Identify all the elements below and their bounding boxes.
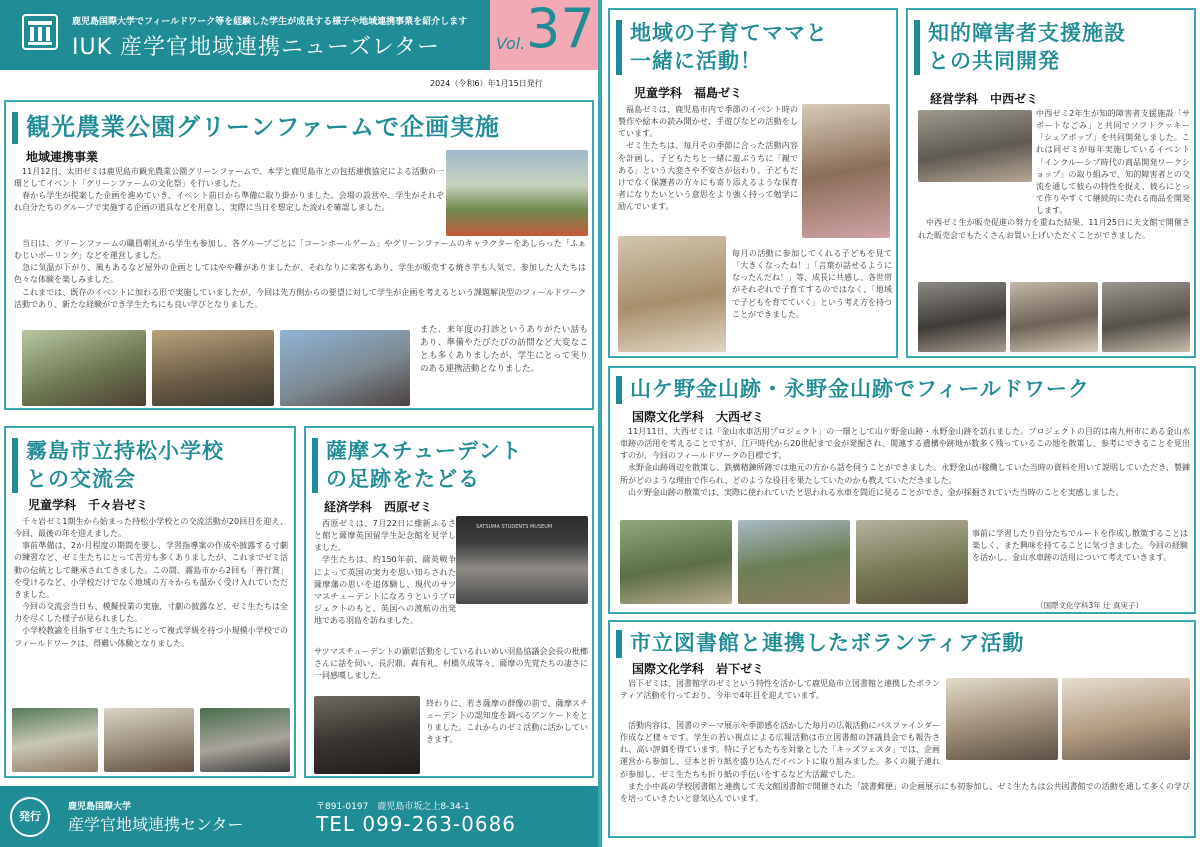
article-dept: 児童学科 千々岩ゼミ — [28, 498, 149, 512]
article-body-end: 終わりに、若き薩摩の群像の前で、薩摩スチューデントの認知度を調べるアンケートをとりました。これからのゼミ活動に活かしていきます。 — [426, 699, 588, 745]
photo-farm-2 — [152, 330, 274, 406]
paragraph: 今回の交流会当日も、模擬授業の実施、寸劇の披露など、ゼミ生たちは全力を尽くした様子が見られました。 — [14, 602, 288, 624]
photo-school-2 — [104, 708, 194, 772]
article-title — [616, 20, 828, 75]
footer-tel: TEL 099-263-0686 — [316, 812, 517, 836]
article-dept: 経営学科 中西ゼミ — [930, 92, 1039, 106]
article-kirishima — [4, 426, 296, 778]
article-title: 観光農業公園グリーンファームで企画実施 — [12, 112, 500, 144]
photo-museum-group — [456, 516, 588, 604]
article-body — [918, 108, 1190, 242]
article-dept: 国際文化学科 大西ゼミ — [632, 410, 765, 424]
photo-museum-statue — [314, 696, 420, 774]
title-line: との共同開発 — [928, 48, 1060, 73]
footer-address: 〒891-0197 鹿児島市坂之上8-34-1 — [316, 802, 470, 812]
article-chiteki — [906, 8, 1196, 358]
museum-sign: SATSUMA STUDENTS MUSEUM — [476, 524, 553, 530]
article-closing: 事前に学習したり自分たちでルートを作成し散策することは楽しく、また興味を持てることに気づきました。今回の経験を活かし、金山水車跡の活用について考えていきます。 — [972, 529, 1188, 563]
article-dept: 経済学科 西原ゼミ — [324, 500, 433, 514]
issuer-badge — [10, 797, 50, 837]
title-line: との交流会 — [26, 466, 136, 491]
article-body-wide — [14, 238, 586, 311]
photo-farm-1 — [22, 330, 146, 406]
photo-school-3 — [200, 708, 290, 772]
photo-kosodate-2 — [618, 236, 726, 352]
article-body — [14, 166, 444, 215]
article-body — [620, 426, 1190, 499]
paragraph: 活動内容は、図書のテーマ展示や季節感を活かした毎月の広報活動にパスファインダー作成など様々です。学生の若い視点による広報活動は市立図書館の評議員会でも報告され、高い評価を得ています。特に子どもたちを対象とした「キッズフェスタ」では、企画運営から参加し、豆本と折り紙を盛り込んだイベントに取り組みました。多くの親子連れが参加し、ゼミ生たちも折り紙の手伝いをするなど大活躍でした。 — [620, 721, 940, 779]
paragraph: 中西ゼミ生が販売促進の努力を重ねた結果、11月25日に天文館で開催された販売会でもたくさんお買い上げいただくことができました。 — [918, 218, 1190, 240]
article-green-farm — [4, 100, 594, 410]
paragraph: 西原ゼミは、7月22日に維新ふるさと館と薩摩英国留学生記念館を見学しました。 — [314, 519, 456, 553]
paragraph: 事前準備は、2か月程度の期間を要し、学習指導案の作成や披露する寸劇の練習など、ゼミ生たちにとって苦労も多くありましたが、これまでゼミ活動の伝統として継承されてきました。この間、霧島市から2回も「善行賞」を受けるなど、小学校だけでなく地域の方々からも温かく受け入れていただきました。 — [14, 541, 288, 599]
article-title — [12, 438, 224, 493]
paragraph: 当日は、グリーンファームの職員朝礼から学生も参加し、各グループごとに「コーンホールゲーム」やグリーンファームのキャラクターをあしらった「ふぁむじいボーリング」などを運営しました。 — [14, 239, 586, 261]
article-title — [312, 438, 523, 493]
article-body-bottom: 毎月の活動に参加してくれる子どもを見て「大きくなったね！」「言葉が話せるようになったんだね！」等、成長に共感し、各世帯がそれぞれで子育てするのではなく、「地域で子どもを育てていく」という考え方を持つことができました。 — [732, 249, 892, 319]
photo-school-1 — [12, 708, 98, 772]
title-line: 知的障害者支援施設 — [928, 21, 1126, 45]
article-body-top — [314, 518, 456, 627]
photo-mine-1 — [620, 520, 732, 604]
paragraph: 11月12日、太田ゼミは鹿児島市観光農業公園グリーンファームで、本学と鹿児島市との包括連携協定による活動の一環としてイベント「グリーンファームの文化祭」を行いました。 — [14, 167, 444, 189]
article-dept: 児童学科 福島ゼミ — [634, 86, 743, 100]
page-divider — [598, 0, 602, 847]
paragraph: 千々岩ゼミ1期生から始まった持松小学校との交流活動が20回目を迎え、今回、最後の年を迎えました。 — [14, 517, 288, 539]
issue-date: 2024（令和6）年1月15日発行 — [430, 79, 543, 88]
title-line: 一緒に活動！ — [630, 48, 762, 73]
article-title — [914, 20, 1126, 75]
title-line: 地域の子育てママと — [630, 21, 828, 45]
article-library — [608, 620, 1196, 838]
article-kosodate — [608, 8, 898, 358]
footer-center: 産学官地域連携センター — [68, 815, 244, 834]
article-dept: 地域連携事業 — [26, 150, 99, 164]
article-body — [14, 516, 288, 650]
article-author: （国際文化学科3年 辻 真実子） — [1036, 601, 1144, 610]
article-dept: 国際文化学科 岩下ゼミ — [632, 662, 765, 676]
article-body-mid: サツマスチューデントの顕彰活動をしているれいめい羽島協議会会長の枇榔さんに話を伺い、長沢鼎、森有礼、村橋久成等々、薩摩の先覚たちの凄さに一同感嘆しました。 — [314, 647, 588, 681]
vol-label: Vol. — [496, 34, 526, 53]
paragraph: 岩下ゼミは、図書館学のゼミという特性を活かして鹿児島市立図書館と連携したボランティア活動を行っており、今年で4年目を迎えています。 — [620, 679, 940, 701]
newsletter-title: IUK 産学官地域連携ニューズレター — [72, 35, 441, 60]
article-body-bottom — [620, 720, 1190, 805]
article-yamagano — [608, 366, 1196, 614]
photo-sale-2 — [1010, 282, 1098, 352]
article-body-top — [620, 678, 940, 702]
vol-number: 37 — [526, 0, 595, 60]
paragraph: 永野金山跡周辺を散策し、鉄構精錬所跡では地元の方から話を伺うことができました。永野金山が稼働していた当時の資料を用いて説明していただき、製錬所がどのような理由で作られ、どのような役目を果たしていたのかも教えていただきました。 — [620, 463, 1190, 485]
paragraph: 山ケ野金山跡の散策では、実際に使われていたと思われる水車を間近に見ることができ、金が採掘されていた当時のことを実感しました。 — [628, 487, 1124, 497]
issuer-label: 発行 — [19, 810, 41, 823]
title-line: の足跡をたどる — [326, 466, 480, 491]
article-satsuma — [304, 426, 594, 778]
title-line: 霧島市立持松小学校 — [26, 439, 224, 463]
article-body-top — [618, 104, 798, 213]
paragraph: これまでは、既存のイベントに加わる形で実施していましたが、今回は先方側からの要望に対して学生が企画を考えるという課題解決型のフィールドワーク活動であり、新たな経験ができ学生たちにも良い学びとなりました。 — [14, 287, 586, 309]
paragraph: 11月11日、大西ゼミは「金山水車活用プロジェクト」の一環として山ケ野金山跡・永野金山跡を訪れました。プロジェクトの目的は南九州市にある金山水車跡の活用を考えることですが、江戸時代から20世紀まで金が発掘され、関連する遺構や跡地が数多く残っているこの地を散策し、参考にできることを見出すのが、今回のフィールドワークの目標です。 — [620, 427, 1190, 461]
paragraph: 春から学生が提案した企画を進めていき、イベント前日から準備に取り掛かりました。会場の設営や、学生がそれぞれ自分たちのグループで実施する企画の道具などを用意し、実際に当日を想定した流れを確認しました。 — [14, 191, 444, 213]
paragraph: 福島ゼミは、鹿児島市内で季節のイベント時の製作や絵本の読み聞かせ、手遊びなどの活動をしています。 — [618, 105, 798, 139]
footer-university: 鹿児島国際大学 — [68, 802, 132, 812]
paragraph: 中西ゼミ2年生が知的障害者支援施設「サポートなごみ」と共同でソフトクッキー「シェアポップ」を共同開発しました。これは同ゼミが毎年実施しているイベント「インクルーシブ時代の商品開発ワークショップ」の取り組みで、知的障害者との交流を通して彼らの特性を捉え、彼らにとって作りやすくて継続的に売れる商品を開発します。 — [1036, 109, 1190, 216]
paragraph: ゼミ生たちは、毎月その季節に合った活動内容を計画し、子どもたちと一緒に遊ぶうちに「親である」という大変さや不安さが伝わり、子どもだけでなく保護者の方々にも寄り添えるような保育者になりたいという意思をより強く持って勉学に励んでいます。 — [618, 141, 798, 212]
title-line: 薩摩スチューデント — [326, 439, 523, 463]
photo-group-farm — [446, 150, 588, 236]
paragraph: 急に気温が下がり、風もあるなど屋外の企画としてはやや難がありましたが、それなりに来客もあり、学生が販売する焼き芋も人気で、参加した人たちは色々な体験を楽しみました。 — [14, 263, 586, 285]
photo-mine-2 — [738, 520, 850, 604]
paragraph: 小学校教諭を目指すゼミ生たちにとって複式学級を持つ小規模小学校でのフィールドワークは、得難い体験となりました。 — [14, 626, 288, 648]
photo-sale-3 — [1102, 282, 1190, 352]
university-emblem-icon — [22, 14, 58, 50]
photo-farm-3 — [280, 330, 410, 406]
photo-kosodate-1 — [802, 104, 890, 238]
article-closing: また、来年度の打診というありがたい話もあり、準備やたびたびの訪問など大変なことも多くありましたが、学生にとって実りのある連携活動となりました。 — [420, 325, 588, 374]
photo-sale-1 — [918, 282, 1006, 352]
article-title: 市立図書館と連携したボランティア活動 — [616, 630, 1024, 658]
header-tagline: 鹿児島国際大学でフィールドワーク等を経験した学生が成長する様子や地域連携事業を紹介します — [72, 17, 468, 27]
paragraph: 学生たちは、約150年前、薩英戦争によって英国の実力を思い知らされた薩摩藩の思いを追体験し、現代のサツマスチューデントになろうというプロジェクトのもと、英国への渡航の出発地である羽島を訪ねました。 — [314, 555, 456, 626]
photo-mine-3 — [856, 520, 968, 604]
article-title: 山ケ野金山跡・永野金山跡でフィールドワーク — [616, 376, 1090, 404]
paragraph: また小中高の学校図書館と連携して天文館図書館で開催された「読書郵便」の企画展示にも初参加し、ゼミ生たちは公共図書館での活動を通して多くの学びを培っていきたいと意気込んでいます。 — [620, 781, 1190, 803]
